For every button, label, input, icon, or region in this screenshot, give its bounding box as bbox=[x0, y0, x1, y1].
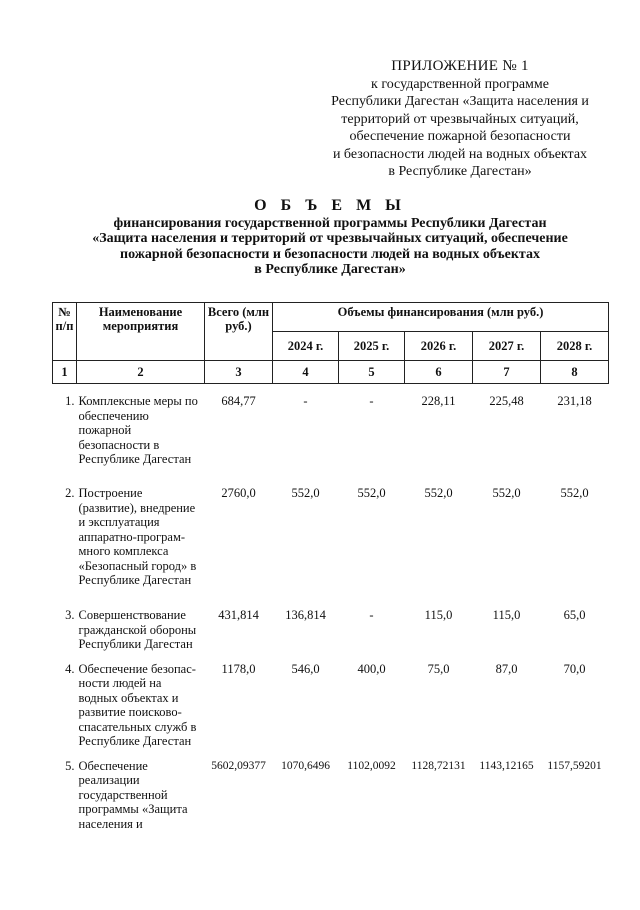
row-value-2027: 115,0 bbox=[492, 608, 521, 622]
row-value-2028: 65,0 bbox=[563, 608, 586, 622]
row-number: 1. bbox=[65, 394, 75, 408]
table-row bbox=[53, 384, 609, 477]
row-value-2026: 1128,72131 bbox=[411, 759, 466, 772]
row-value-2026: 228,11 bbox=[421, 394, 456, 408]
appendix-line: в Республике Дагестан» bbox=[388, 164, 532, 179]
header-year-2027: 2027 г. bbox=[473, 332, 541, 361]
col-number: 5 bbox=[339, 361, 405, 384]
row-value-2025: 1102,0092 bbox=[347, 759, 396, 772]
row-value-2024: - bbox=[303, 394, 308, 408]
appendix-line: Республики Дагестан «Защита населения и bbox=[331, 94, 589, 109]
row-total: 2760,0 bbox=[221, 486, 256, 500]
row-value-2027: 87,0 bbox=[495, 661, 518, 676]
row-name: Обеспечение безопас-ности людей на водных объектах и развитие поисково-спасательных служб в Республике Дагестан bbox=[78, 661, 197, 748]
title-line: в Республике Дагестан» bbox=[254, 262, 406, 277]
col-number: 3 bbox=[205, 361, 273, 384]
row-value-2027: 225,48 bbox=[489, 394, 524, 408]
row-name: Комплексные меры по обеспечению пожарной безопасности в Республике Дагестан bbox=[78, 394, 198, 466]
row-value-2024: 136,814 bbox=[285, 608, 326, 622]
row-name: Обеспечение реализации государственной программы «Защита населения и bbox=[78, 758, 188, 831]
title-line: «Защита населения и территорий от чрезвычайных ситуаций, обеспечение bbox=[92, 231, 568, 246]
header-year-2025: 2025 г. bbox=[339, 332, 405, 361]
appendix-block bbox=[300, 58, 620, 181]
row-number: 4. bbox=[65, 661, 75, 676]
row-value-2025: - bbox=[369, 394, 374, 408]
title-line: пожарной безопасности и безопасности людей на водных объектах bbox=[120, 246, 540, 262]
row-value-2024: 552,0 bbox=[291, 486, 320, 500]
row-value-2027: 552,0 bbox=[492, 486, 521, 500]
row-value-2026: 552,0 bbox=[424, 486, 453, 500]
col-number: 2 bbox=[77, 361, 205, 384]
appendix-heading: ПРИЛОЖЕНИЕ № 1 bbox=[391, 58, 529, 74]
row-number: 2. bbox=[65, 486, 75, 500]
row-number: 5. bbox=[65, 758, 75, 773]
header-funding-group: Объемы финансирования (млн руб.) bbox=[273, 303, 609, 332]
col-number: 4 bbox=[273, 361, 339, 384]
row-value-2024: 1070,6496 bbox=[281, 759, 330, 772]
row-total: 5602,09377 bbox=[211, 759, 266, 772]
col-number: 6 bbox=[405, 361, 473, 384]
document-title bbox=[40, 198, 620, 278]
row-value-2026: 115,0 bbox=[424, 608, 453, 622]
header-total: Всего (млн руб.) bbox=[205, 303, 273, 361]
col-number: 7 bbox=[473, 361, 541, 384]
row-value-2025: 552,0 bbox=[357, 486, 386, 500]
table-row bbox=[53, 598, 609, 652]
row-value-2027: 1143,12165 bbox=[479, 759, 534, 772]
table-row bbox=[53, 652, 609, 749]
row-value-2028: 231,18 bbox=[557, 394, 592, 408]
col-number: 8 bbox=[541, 361, 609, 384]
row-value-2028: 1157,59201 bbox=[547, 759, 602, 772]
header-name: Наименование мероприятия bbox=[77, 303, 205, 361]
row-total: 684,77 bbox=[221, 394, 256, 408]
header-year-2028: 2028 г. bbox=[541, 332, 609, 361]
funding-table bbox=[52, 302, 609, 831]
row-value-2025: 400,0 bbox=[357, 661, 386, 676]
header-num: № п/п bbox=[53, 303, 77, 361]
header-year-2024: 2024 г. bbox=[273, 332, 339, 361]
title-main: О Б Ъ Е М Ы bbox=[254, 197, 406, 214]
appendix-line: и безопасности людей на водных объектах bbox=[332, 146, 588, 162]
row-value-2024: 546,0 bbox=[291, 661, 320, 676]
row-value-2028: 70,0 bbox=[563, 661, 586, 676]
table-row bbox=[53, 476, 609, 598]
row-value-2028: 552,0 bbox=[560, 486, 589, 500]
appendix-line: территорий от чрезвычайных ситуаций, bbox=[341, 111, 579, 127]
row-name: Построение (развитие), внедрение и эксплуатация аппаратно-програм-много комплекса «Безопасный город» в Республике Дагестан bbox=[78, 486, 197, 587]
row-total: 1178,0 bbox=[221, 661, 256, 676]
table-row bbox=[53, 749, 609, 832]
appendix-line: к государственной программе bbox=[371, 76, 549, 92]
title-line: финансирования государственной программы Республики Дагестан bbox=[113, 215, 547, 231]
col-number: 1 bbox=[53, 361, 77, 384]
row-total: 431,814 bbox=[218, 608, 259, 622]
row-value-2026: 75,0 bbox=[427, 661, 450, 676]
row-value-2025: - bbox=[369, 608, 374, 622]
row-number: 3. bbox=[65, 608, 75, 622]
appendix-line: обеспечение пожарной безопасности bbox=[349, 129, 571, 144]
header-year-2026: 2026 г. bbox=[405, 332, 473, 361]
row-name: Совершенствование гражданской обороны Республики Дагестан bbox=[78, 608, 197, 651]
